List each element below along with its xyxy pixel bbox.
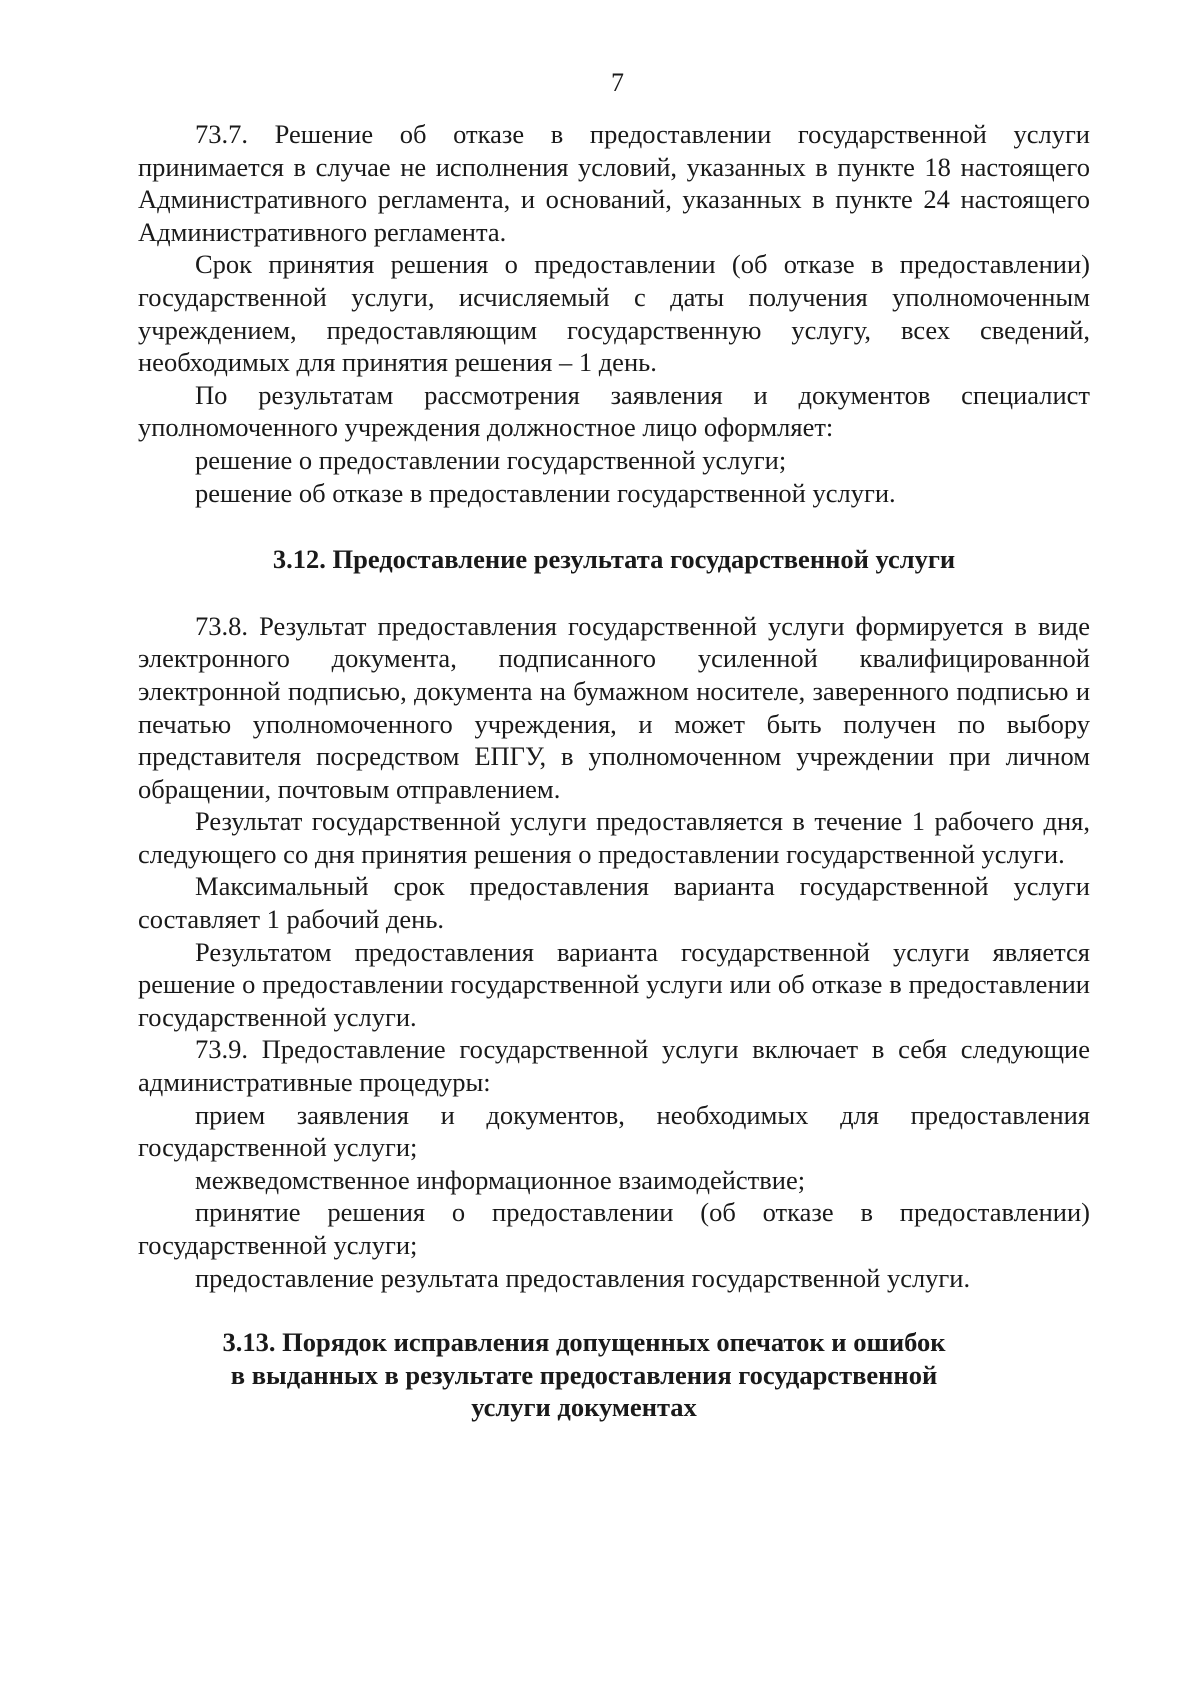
list-item-grant-decision: решение о предоставлении государственной услуги; bbox=[195, 444, 787, 475]
heading-line: в выданных в результате предоставления государственной bbox=[230, 1359, 938, 1390]
paragraph-73-9: 73.9. Предоставление государственной услуги включает в себя следующие административные процедуры: bbox=[138, 1034, 1090, 1098]
list-item-interagency: межведомственное информационное взаимодействие; bbox=[195, 1164, 806, 1195]
section-heading-3-12: 3.12. Предоставление результата государственной услуги bbox=[272, 544, 956, 575]
paragraph-review-results: По результатам рассмотрения заявления и документов специалист уполномоченного учреждения должностное лицо оформляет: bbox=[138, 379, 1090, 443]
paragraph-decision-term: Срок принятия решения о предоставлении (об отказе в предоставлении) государственной услуги, исчисляемый с даты получения уполномоченным учреждением, предоставляющим государственную услугу, всех сведений, необходимых для принятия решения – 1 день. bbox=[138, 249, 1090, 378]
heading-line: 3.13. Порядок исправления допущенных опечаток и ошибок bbox=[222, 1327, 946, 1358]
heading-line: услуги документах bbox=[471, 1392, 697, 1423]
list-item-application-intake: прием заявления и документов, необходимых для предоставления государственной услуги; bbox=[138, 1099, 1090, 1163]
paragraph-73-7: 73.7. Решение об отказе в предоставлении государственной услуги принимается в случае не исполнения условий, указанных в пункте 18 настоящего Административного регламента, и оснований, указанных в пункте 24 настоящего Административного регламента. bbox=[138, 119, 1090, 247]
list-item-result-delivery: предоставление результата предоставления государственной услуги. bbox=[195, 1262, 971, 1293]
paragraph-73-8: 73.8. Результат предоставления государственной услуги формируется в виде электронного документа, подписанного усиленной квалифицированной электронной подписью, документа на бумажном носителе, заверенного подписью и печатью уполномоченного учреждения, и может быть получен по выбору представителя посредством ЕПГУ, в уполномоченном учреждении при личном обращении, почтовым отправлением. bbox=[138, 610, 1090, 804]
document-body bbox=[138, 118, 1090, 1424]
paragraph-result-definition: Результатом предоставления варианта государственной услуги является решение о предоставлении государственной услуги или об отказе в предоставлении государственной услуги. bbox=[138, 936, 1090, 1032]
list-item-decision-making: принятие решения о предоставлении (об отказе в предоставлении) государственной услуги; bbox=[138, 1197, 1090, 1260]
section-heading-3-13 bbox=[138, 1326, 1090, 1424]
list-item-refusal-decision: решение об отказе в предоставлении государственной услуги. bbox=[195, 477, 896, 508]
paragraph-result-term: Результат государственной услуги предоставляется в течение 1 рабочего дня, следующего со дня принятия решения о предоставлении государственной услуги. bbox=[138, 806, 1090, 869]
paragraph-max-term: Максимальный срок предоставления варианта государственной услуги составляет 1 рабочий день. bbox=[138, 871, 1090, 935]
page-number: 7 bbox=[611, 68, 624, 97]
